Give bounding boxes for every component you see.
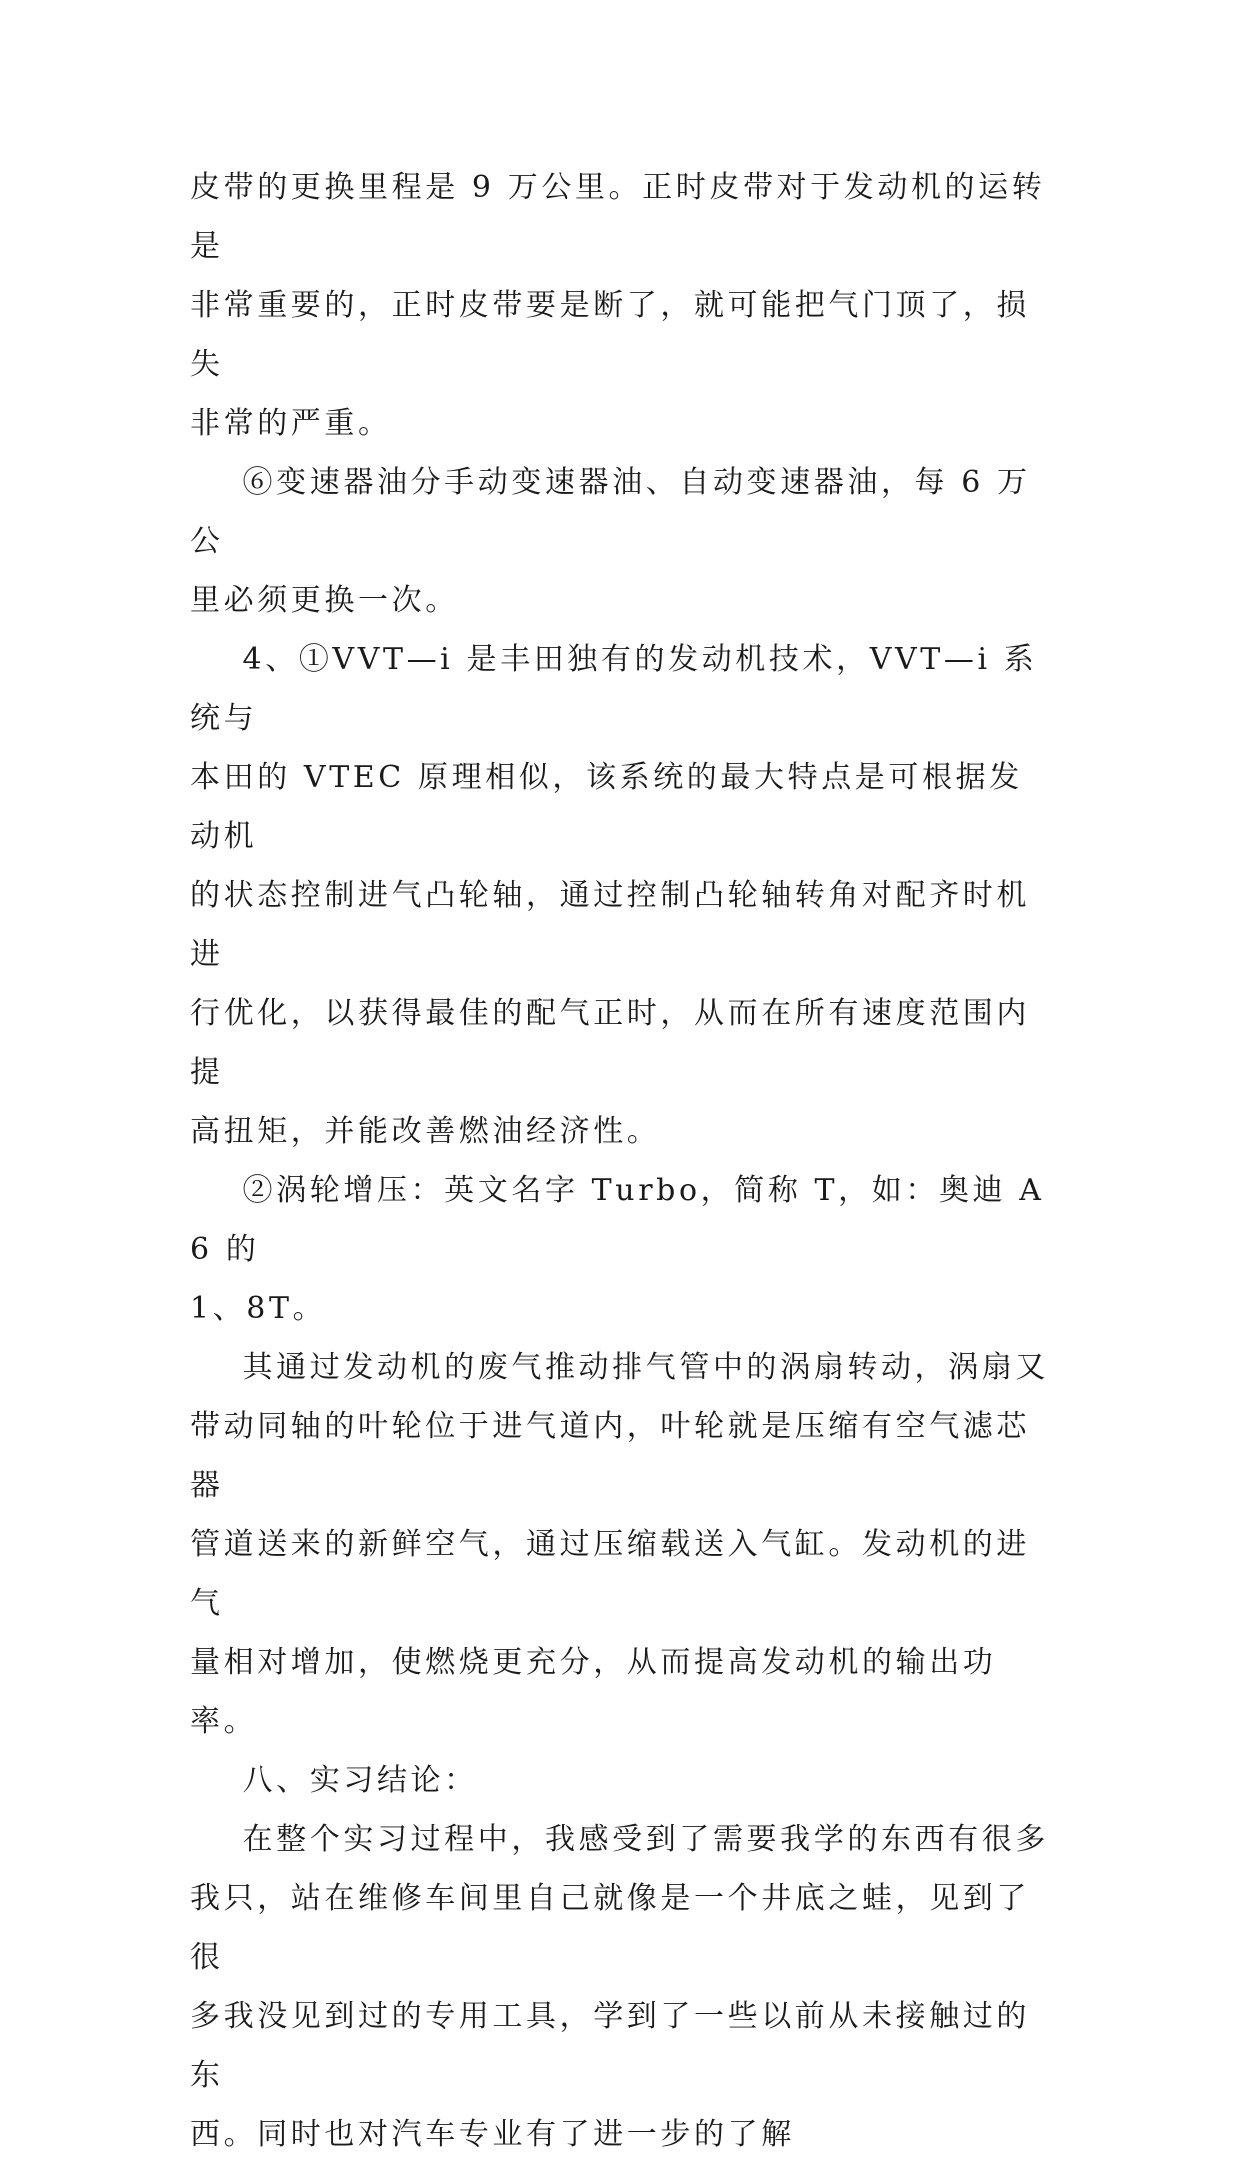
text-line-2: 非常重要的，正时皮带要是断了，就可能把气门顶了，损失 <box>190 288 1030 382</box>
text-line-5: 里必须更换一次。 <box>190 583 459 618</box>
text-line-7: 本田的 VTEC 原理相似，该系统的最大特点是可根据发动机 <box>190 760 1023 854</box>
text-line-14: 带动同轴的叶轮位于进气道内，叶轮就是压缩有空气滤芯器 <box>190 1409 1030 1503</box>
text-line-11: ②涡轮增压：英文名字 Turbo，简称 T，如：奥迪 A6 的 <box>190 1173 1045 1267</box>
text-line-12: 1、8T。 <box>190 1291 327 1326</box>
text-line-3: 非常的严重。 <box>190 406 392 441</box>
text-line-8: 的状态控制进气凸轮轴，通过控制凸轮轴转角对配齐时机进 <box>190 878 1030 972</box>
text-line-10: 高扭矩，并能改善燃油经济性。 <box>190 1114 661 1149</box>
text-line-13: 其通过发动机的废气推动排气管中的涡扇转动，涡扇又 <box>190 1350 1049 1385</box>
section-heading: 八、实习结论： <box>190 1763 478 1798</box>
text-line-15: 管道送来的新鲜空气，通过压缩载送入气缸。发动机的进气 <box>190 1527 1030 1621</box>
text-line-18: 在整个实习过程中，我感受到了需要我学的东西有很多 <box>190 1822 1049 1857</box>
text-line-21: 西。同时也对汽车专业有了进一步的了解 <box>190 2117 795 2152</box>
text-line-6: 4、①VVT—i 是丰田独有的发动机技术，VVT—i 系统与 <box>190 642 1038 736</box>
text-line-9: 行优化，以获得最佳的配气正时，从而在所有速度范围内提 <box>190 996 1030 1090</box>
text-line-4: ⑥变速器油分手动变速器油、自动变速器油，每 6 万公 <box>190 465 1031 559</box>
text-line-1: 皮带的更换里程是 9 万公里。正时皮带对于发动机的运转是 <box>190 170 1046 264</box>
text-line-19: 我只，站在维修车间里自己就像是一个井底之蛙，见到了很 <box>190 1881 1030 1975</box>
text-line-16: 量相对增加，使燃烧更充分，从而提高发动机的输出功率。 <box>190 1645 997 1739</box>
text-line-20: 多我没见到过的专用工具，学到了一些以前从未接触过的东 <box>190 1999 1030 2093</box>
document-body <box>190 158 1050 2164</box>
